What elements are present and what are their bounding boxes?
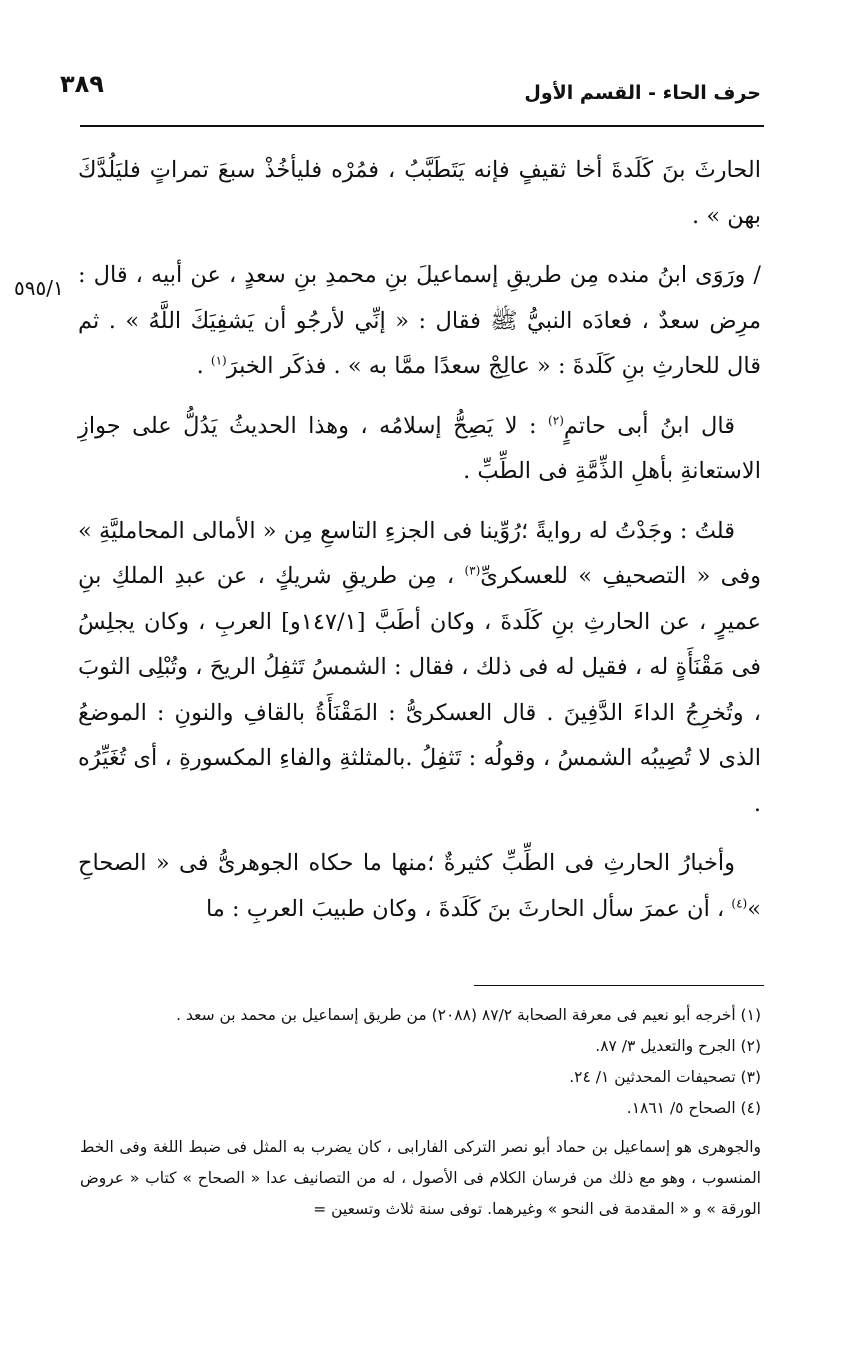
paragraph-3-text-a: قال ابنُ أبى حاتمٍ bbox=[563, 412, 735, 439]
paragraph-2 bbox=[78, 253, 761, 390]
footnote-4: (٤) الصحاح ٥/ ١٨٦١. bbox=[626, 1099, 761, 1117]
paragraph-1-text: الحارثَ بنَ كَلَدةَ أخا ثقيفٍ فإنه يَتَطَبَّبُ ، فمُرْه فليأخُذْ سبعَ تمراتٍ فليَلُدَّكَ بهن » . bbox=[78, 157, 761, 229]
paragraph-5 bbox=[78, 841, 761, 932]
paragraph-2-end: . bbox=[196, 353, 211, 379]
page-number: ٣٨٩ bbox=[60, 70, 104, 98]
footnote-2: (٢) الجرح والتعديل ٣/ ٨٧. bbox=[595, 1037, 761, 1055]
main-text bbox=[78, 148, 761, 932]
footnotes bbox=[80, 1000, 761, 1225]
header-rule bbox=[80, 125, 764, 127]
footnotes-rule bbox=[474, 985, 764, 986]
paragraph-4 bbox=[78, 509, 761, 828]
footnote-3: (٣) تصحيفات المحدثين ١/ ٢٤. bbox=[569, 1068, 761, 1086]
page-header bbox=[60, 62, 761, 112]
running-head: حرف الحاء - القسم الأول bbox=[524, 82, 761, 104]
footnote-4-continuation: والجوهرى هو إسماعيل بن حماد أبو نصر التركى الفارابى ، كان يضرب به المثل فى ضبط اللغة وفى الخط المنسوب ، وهو مع ذلك من فرسان الكلام فى الأصول ، له من التصانيف عدا « الصحاح » كتاب « عروض الورقة » و « المقدمة فى النحو » وغيرهما. توفى سنة ثلاث وتسعين = bbox=[80, 1138, 761, 1218]
footnote-1: (١) أخرجه أبو نعيم فى معرفة الصحابة ٨٧/٢ (٢٠٨٨) من طريق إسماعيل بن محمد بن سعد . bbox=[176, 1006, 761, 1024]
footnote-ref-4: (٤) bbox=[731, 896, 748, 910]
margin-reference: ٥٩٥/١ bbox=[14, 276, 64, 300]
paragraph-2-text: / ورَوَى ابنُ منده مِن طريقِ إسماعيلَ بنِ محمدِ بنِ سعدٍ ، عن أبيه ، قال : مرِض سعدٌ ، فعادَه النبيُّ ﷺ فقال : « إنِّي لأرجُو أن يَشفِيَكَ اللَّهُ » . ثم قال للحارثِ بنِ كَلَدةَ : « عالِجْ سعدًا ممَّا به » . فذكَر الخبرَ bbox=[78, 262, 761, 379]
paragraph-4-text-a: قلتُ : وجَدْتُ له روايةً ؛رُوِّينا فى الجزءِ التاسعِ مِن « الأمالى المحامليَّةِ » وفى « التصحيفِ » للعسكرىِّ bbox=[78, 517, 761, 589]
footnote-ref-2: (٢) bbox=[548, 413, 564, 427]
paragraph-3 bbox=[78, 404, 761, 495]
paragraph-5-text-b: ، أن عمرَ سأل الحارثَ بنَ كَلَدةَ ، وكان طبيبَ العربِ : ما bbox=[205, 895, 732, 922]
paragraph-5-text-a: وأخبارُ الحارثِ فى الطِّبِّ كثيرةٌ ؛منها ما حكاه الجوهرىُّ فى « الصحاحِ » bbox=[78, 850, 761, 922]
paragraph-1 bbox=[78, 148, 761, 239]
paragraph-3-text-b: : لا يَصِحُّ إسلامُه ، وهذا الحديثُ يَدُلُّ على جوازِ الاستعانةِ بأهلِ الذِّمَّةِ فى الطِّبِّ . bbox=[78, 412, 761, 484]
footnote-ref-1: (١) bbox=[210, 353, 227, 368]
footnote-ref-3: (٣) bbox=[464, 563, 481, 578]
paragraph-4-text-b: ، مِن طريقِ شريكٍ ، عن عبدِ الملكِ بنِ عميرٍ ، عن الحارثِ بنِ كَلَدةَ ، وكان أطَبَّ [١٤٧/١و] العربِ ، وكان يجلِسُ فى مَقْنَأَةٍ له ، فقيل له فى ذلك ، فقال : الشمسُ تَثفِلُ الريحَ ، وتُبْلِى الثوبَ ، وتُخرِجُ الداءَ الدَّفِينَ . قال العسكرىُّ : المَقْنَأَةُ بالقافِ والنونِ : الموضعُ الذى لا تُصِيبُه الشمسُ ، وقولُه : تَثفِلُ .بالمثلثةِ والفاءِ المكسورةِ ، أى تُغَيِّرُه . bbox=[78, 563, 761, 817]
